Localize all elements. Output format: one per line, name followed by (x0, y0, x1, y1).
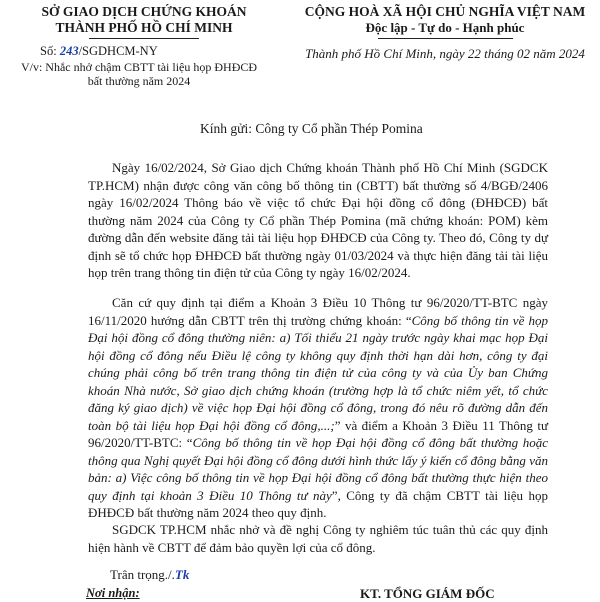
p2-quote2: Công bố thông tin về họp Đại hội đồng cổ đông bất thường hoặc thông qua Nghị quyết Đại hội đồng cổ đông dưới hình thức lấy ý kiến cổ đông bằng văn bản: a) Việc công bố thông tin về họp Đại hội đồng cổ đông bất thường thực hiện theo quy định tại khoản 3 Điều 10 Thông tư này (88, 435, 549, 503)
paragraph-2 (88, 294, 548, 522)
p2-quote1: Công bố thông tin về họp Đại hội đồng cổ đông thường niên: a) Tối thiểu 21 ngày trước ngày khai mạc họp Đại hội đồng cổ đông nếu Điều lệ công ty không quy định thời hạn dài hơn, công ty đại chúng phải công bố trên trang thông tin điện tử của công ty và của Ủy ban Chứng khoán Nhà nước, Sở giao dịch chứng khoán (trường hợp là tổ chức niêm yết, tổ chức đăng ký giao dịch) về việc họp Đại hội đồng cổ đông, trong đó nêu rõ đường dẫn đến toàn bộ tài liệu họp Đại hội đồng cổ đông,...; (88, 312, 548, 433)
paragraph-1 (88, 159, 548, 282)
p2-part2: ” và điểm a Khoản 3 Điều 11 Thông tư 96/2020/TT-BTC: “ (88, 417, 548, 450)
country-name: CỘNG HOÀ XÃ HỘI CHỦ NGHĨA VIỆT NAM (304, 4, 586, 19)
paragraph-1-text: Ngày 16/02/2024, Sở Giao dịch Chứng khoán Thành phố Hồ Chí Minh (SGDCK TP.HCM) nhận được công văn công bố thông tin (CBTT) bất thường số 4/BGĐ/2406 ngày 16/02/2024 Thông báo về việc tổ chức Đại hội đồng cổ đông (ĐHĐCĐ) bất thường năm 2024 của Công ty Cổ phần Thép Pomina (mã chứng khoán: POM) kèm đường dẫn đến website đăng tải tài liệu họp ĐHĐCĐ của Công ty. Theo đó, Công ty dự định sẽ tổ chức họp ĐHĐCĐ bất thường ngày 01/03/2024 và thực hiện đăng tải tài liệu họp trên trang thông tin điện tử của Công ty ngày 16/02/2024. (88, 160, 548, 280)
agency-header (14, 4, 274, 39)
recipient-line: Kính gửi: Công ty Cổ phần Thép Pomina (200, 121, 423, 136)
subject-block (14, 60, 264, 88)
paragraph-3-text: SGDCK TP.HCM nhắc nhở và đề nghị Công ty nghiêm túc tuân thủ các quy định hiện hành về CBTT để đảm bảo quyền lợi của cổ đông. (88, 522, 548, 555)
p2-part3: ”, Công ty đã chậm CBTT tài liệu họp ĐHĐCĐ bất thường năm 2024 theo quy định. (88, 487, 548, 520)
national-motto: Độc lập - Tự do - Hạnh phúc (365, 20, 525, 35)
signer-title: KT. TỔNG GIÁM ĐỐC (360, 586, 495, 601)
paragraph-2-text (88, 294, 548, 522)
motto-underline (378, 38, 513, 39)
p2-part1: Căn cứ quy định tại điểm a Khoản 3 Điều 10 Thông tư 96/2020/TT-BTC ngày 16/11/2020 hướng dẫn CBTT trên thị trường chứng khoán: “ (88, 295, 548, 328)
so-label: Số: (40, 44, 57, 58)
place-date: Thành phố Hồ Chí Minh, ngày 22 tháng 02 năm 2024 (305, 46, 585, 61)
agency-underline (89, 38, 199, 39)
closing (110, 567, 189, 583)
agency-name-line1: SỞ GIAO DỊCH CHỨNG KHOÁN (41, 4, 247, 19)
initial-mark: Tk (174, 567, 190, 582)
paragraph-3 (88, 521, 548, 556)
subject-line1: V/v: Nhắc nhở chậm CBTT tài liệu họp ĐHĐCĐ (20, 60, 258, 74)
subject-line2: bất thường năm 2024 (87, 74, 191, 88)
so-suffix: /SGDHCM-NY (78, 44, 158, 58)
closing-text: Trân trọng./. (110, 567, 175, 582)
recipients-list-label: Nơi nhận: (86, 586, 140, 600)
agency-name-line2: THÀNH PHỐ HỒ CHÍ MINH (55, 20, 233, 35)
national-header (300, 4, 590, 39)
document-number (40, 44, 158, 59)
handwritten-number: 243 (59, 44, 79, 58)
